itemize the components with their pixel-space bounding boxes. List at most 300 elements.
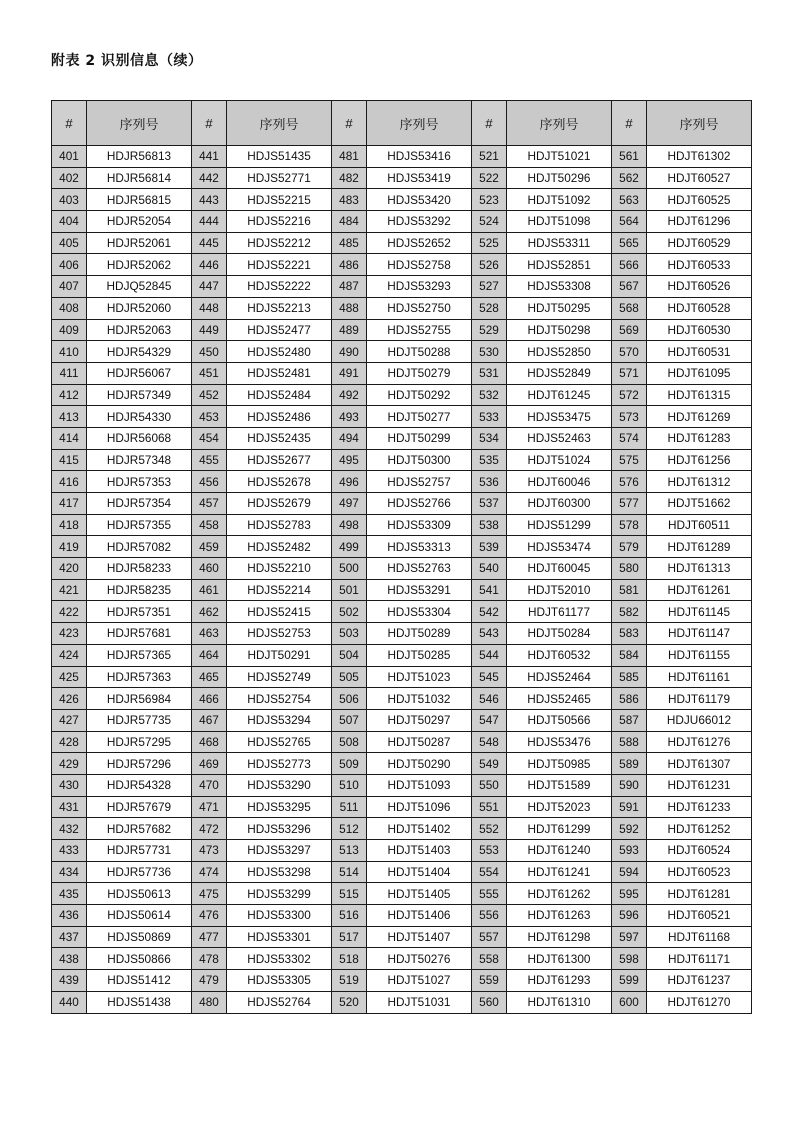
row-number-cell: 423 — [52, 623, 87, 645]
serial-number-cell: HDJT50566 — [507, 709, 612, 731]
row-number-cell: 484 — [332, 211, 367, 233]
serial-number-cell: HDJS52758 — [367, 254, 472, 276]
serial-number-cell: HDJR54330 — [87, 406, 192, 428]
row-number-cell: 474 — [192, 861, 227, 883]
row-number-cell: 467 — [192, 709, 227, 731]
row-number-cell: 472 — [192, 818, 227, 840]
row-number-cell: 426 — [52, 688, 87, 710]
serial-number-cell: HDJS52486 — [227, 406, 332, 428]
row-number-cell: 498 — [332, 514, 367, 536]
row-number-cell: 465 — [192, 666, 227, 688]
row-number-cell: 402 — [52, 167, 87, 189]
serial-number-cell: HDJT50285 — [367, 644, 472, 666]
serial-number-cell: HDJT61312 — [647, 471, 752, 493]
row-number-cell: 413 — [52, 406, 87, 428]
serial-number-cell: HDJT61313 — [647, 558, 752, 580]
row-number-cell: 456 — [192, 471, 227, 493]
row-number-cell: 578 — [612, 514, 647, 536]
row-number-cell: 519 — [332, 970, 367, 992]
serial-number-cell: HDJT61315 — [647, 384, 752, 406]
row-number-cell: 599 — [612, 970, 647, 992]
serial-number-cell: HDJS53304 — [367, 601, 472, 623]
serial-number-cell: HDJS52480 — [227, 341, 332, 363]
row-number-cell: 501 — [332, 579, 367, 601]
serial-number-cell: HDJT50297 — [367, 709, 472, 731]
serial-number-cell: HDJT61233 — [647, 796, 752, 818]
row-number-cell: 476 — [192, 905, 227, 927]
serial-number-cell: HDJS52212 — [227, 232, 332, 254]
serial-number-cell: HDJR54328 — [87, 774, 192, 796]
serial-number-cell: HDJS52679 — [227, 493, 332, 515]
row-number-cell: 443 — [192, 189, 227, 211]
header-row — [52, 101, 752, 146]
serial-number-cell: HDJS52481 — [227, 362, 332, 384]
serial-number-cell: HDJT61261 — [647, 579, 752, 601]
table-row — [52, 146, 752, 168]
serial-number-cell: HDJT50296 — [507, 167, 612, 189]
row-number-cell: 496 — [332, 471, 367, 493]
table-row — [52, 189, 752, 211]
row-number-cell: 486 — [332, 254, 367, 276]
row-number-cell: 466 — [192, 688, 227, 710]
row-number-cell: 450 — [192, 341, 227, 363]
row-number-cell: 487 — [332, 276, 367, 298]
row-number-cell: 500 — [332, 558, 367, 580]
header-cell-serial: 序列号 — [647, 101, 752, 146]
serial-number-cell: HDJT61302 — [647, 146, 752, 168]
serial-number-cell: HDJS53416 — [367, 146, 472, 168]
serial-number-cell: HDJS53475 — [507, 406, 612, 428]
row-number-cell: 513 — [332, 840, 367, 862]
row-number-cell: 452 — [192, 384, 227, 406]
row-number-cell: 461 — [192, 579, 227, 601]
serial-number-cell: HDJT61177 — [507, 601, 612, 623]
serial-number-cell: HDJT50289 — [367, 623, 472, 645]
row-number-cell: 560 — [472, 991, 507, 1013]
serial-number-cell: HDJT60533 — [647, 254, 752, 276]
serial-number-cell: HDJS52215 — [227, 189, 332, 211]
row-number-cell: 447 — [192, 276, 227, 298]
serial-number-cell: HDJT61293 — [507, 970, 612, 992]
serial-number-cell: HDJR57354 — [87, 493, 192, 515]
header-cell-number: # — [192, 101, 227, 146]
row-number-cell: 556 — [472, 905, 507, 927]
row-number-cell: 475 — [192, 883, 227, 905]
serial-number-cell: HDJR57296 — [87, 753, 192, 775]
table-body — [52, 146, 752, 1014]
table-row — [52, 471, 752, 493]
row-number-cell: 448 — [192, 297, 227, 319]
table-row — [52, 232, 752, 254]
table-row — [52, 774, 752, 796]
serial-number-cell: HDJS53476 — [507, 731, 612, 753]
serial-number-cell: HDJS52464 — [507, 666, 612, 688]
table-row — [52, 861, 752, 883]
header-cell-number: # — [52, 101, 87, 146]
serial-number-cell: HDJT61237 — [647, 970, 752, 992]
serial-number-cell: HDJT60300 — [507, 493, 612, 515]
serial-number-cell: HDJR52063 — [87, 319, 192, 341]
row-number-cell: 494 — [332, 427, 367, 449]
row-number-cell: 582 — [612, 601, 647, 623]
table-row — [52, 536, 752, 558]
serial-number-cell: HDJS52214 — [227, 579, 332, 601]
serial-number-cell: HDJT60531 — [647, 341, 752, 363]
serial-number-cell: HDJT51024 — [507, 449, 612, 471]
row-number-cell: 409 — [52, 319, 87, 341]
serial-number-cell: HDJT60529 — [647, 232, 752, 254]
table-row — [52, 449, 752, 471]
serial-number-cell: HDJT60528 — [647, 297, 752, 319]
row-number-cell: 572 — [612, 384, 647, 406]
row-number-cell: 469 — [192, 753, 227, 775]
row-number-cell: 505 — [332, 666, 367, 688]
row-number-cell: 449 — [192, 319, 227, 341]
row-number-cell: 574 — [612, 427, 647, 449]
row-number-cell: 419 — [52, 536, 87, 558]
serial-number-cell: HDJT60530 — [647, 319, 752, 341]
table-row — [52, 406, 752, 428]
serial-number-cell: HDJT61161 — [647, 666, 752, 688]
serial-number-cell: HDJT50284 — [507, 623, 612, 645]
row-number-cell: 502 — [332, 601, 367, 623]
table-row — [52, 753, 752, 775]
serial-number-cell: HDJT60045 — [507, 558, 612, 580]
serial-number-cell: HDJS52783 — [227, 514, 332, 536]
row-number-cell: 509 — [332, 753, 367, 775]
row-number-cell: 510 — [332, 774, 367, 796]
serial-number-cell: HDJQ52845 — [87, 276, 192, 298]
row-number-cell: 478 — [192, 948, 227, 970]
row-number-cell: 403 — [52, 189, 87, 211]
serial-number-cell: HDJS52771 — [227, 167, 332, 189]
row-number-cell: 577 — [612, 493, 647, 515]
serial-number-cell: HDJT51404 — [367, 861, 472, 883]
serial-number-cell: HDJT61310 — [507, 991, 612, 1013]
serial-number-cell: HDJR57736 — [87, 861, 192, 883]
row-number-cell: 528 — [472, 297, 507, 319]
row-number-cell: 521 — [472, 146, 507, 168]
serial-number-cell: HDJT50300 — [367, 449, 472, 471]
serial-number-cell: HDJT61231 — [647, 774, 752, 796]
serial-number-cell: HDJS53420 — [367, 189, 472, 211]
row-number-cell: 458 — [192, 514, 227, 536]
table-row — [52, 427, 752, 449]
row-number-cell: 446 — [192, 254, 227, 276]
serial-number-cell: HDJS52221 — [227, 254, 332, 276]
row-number-cell: 433 — [52, 840, 87, 862]
row-number-cell: 566 — [612, 254, 647, 276]
serial-number-cell: HDJT51403 — [367, 840, 472, 862]
serial-number-cell: HDJR57082 — [87, 536, 192, 558]
serial-number-cell: HDJT60524 — [647, 840, 752, 862]
table-row — [52, 948, 752, 970]
row-number-cell: 600 — [612, 991, 647, 1013]
row-number-cell: 550 — [472, 774, 507, 796]
serial-number-cell: HDJS52753 — [227, 623, 332, 645]
serial-number-cell: HDJR57295 — [87, 731, 192, 753]
row-number-cell: 497 — [332, 493, 367, 515]
serial-number-cell: HDJT61298 — [507, 926, 612, 948]
serial-number-cell: HDJS52415 — [227, 601, 332, 623]
table-row — [52, 297, 752, 319]
row-number-cell: 531 — [472, 362, 507, 384]
serial-number-cell: HDJT51023 — [367, 666, 472, 688]
row-number-cell: 562 — [612, 167, 647, 189]
row-number-cell: 401 — [52, 146, 87, 168]
row-number-cell: 589 — [612, 753, 647, 775]
serial-number-cell: HDJT61262 — [507, 883, 612, 905]
serial-number-cell: HDJS52850 — [507, 341, 612, 363]
row-number-cell: 416 — [52, 471, 87, 493]
row-number-cell: 410 — [52, 341, 87, 363]
row-number-cell: 583 — [612, 623, 647, 645]
serial-number-cell: HDJT60046 — [507, 471, 612, 493]
serial-number-cell: HDJT60521 — [647, 905, 752, 927]
row-number-cell: 506 — [332, 688, 367, 710]
row-number-cell: 431 — [52, 796, 87, 818]
serial-number-cell: HDJT51093 — [367, 774, 472, 796]
serial-number-cell: HDJT51092 — [507, 189, 612, 211]
serial-number-cell: HDJT61281 — [647, 883, 752, 905]
row-number-cell: 524 — [472, 211, 507, 233]
serial-number-cell: HDJT61179 — [647, 688, 752, 710]
header-cell-serial: 序列号 — [507, 101, 612, 146]
row-number-cell: 429 — [52, 753, 87, 775]
serial-number-cell: HDJR57349 — [87, 384, 192, 406]
serial-number-cell: HDJT50290 — [367, 753, 472, 775]
serial-number-cell: HDJT60511 — [647, 514, 752, 536]
serial-number-cell: HDJR58235 — [87, 579, 192, 601]
serial-number-cell: HDJS50613 — [87, 883, 192, 905]
row-number-cell: 532 — [472, 384, 507, 406]
serial-number-cell: HDJT51021 — [507, 146, 612, 168]
row-number-cell: 529 — [472, 319, 507, 341]
serial-number-cell: HDJR52062 — [87, 254, 192, 276]
table-row — [52, 384, 752, 406]
serial-number-cell: HDJR56813 — [87, 146, 192, 168]
row-number-cell: 477 — [192, 926, 227, 948]
row-number-cell: 520 — [332, 991, 367, 1013]
row-number-cell: 576 — [612, 471, 647, 493]
serial-number-cell: HDJR56815 — [87, 189, 192, 211]
row-number-cell: 554 — [472, 861, 507, 883]
row-number-cell: 579 — [612, 536, 647, 558]
serial-number-cell: HDJT51405 — [367, 883, 472, 905]
serial-number-cell: HDJS52484 — [227, 384, 332, 406]
serial-number-cell: HDJR57353 — [87, 471, 192, 493]
row-number-cell: 488 — [332, 297, 367, 319]
row-number-cell: 543 — [472, 623, 507, 645]
header-cell-serial: 序列号 — [367, 101, 472, 146]
serial-number-cell: HDJT51031 — [367, 991, 472, 1013]
serial-number-cell: HDJT50279 — [367, 362, 472, 384]
header-cell-number: # — [612, 101, 647, 146]
row-number-cell: 544 — [472, 644, 507, 666]
serial-number-cell: HDJT51032 — [367, 688, 472, 710]
table-row — [52, 666, 752, 688]
row-number-cell: 569 — [612, 319, 647, 341]
row-number-cell: 518 — [332, 948, 367, 970]
row-number-cell: 435 — [52, 883, 87, 905]
row-number-cell: 515 — [332, 883, 367, 905]
serial-number-cell: HDJT51589 — [507, 774, 612, 796]
serial-number-cell: HDJT50276 — [367, 948, 472, 970]
row-number-cell: 593 — [612, 840, 647, 862]
serial-number-cell: HDJT61263 — [507, 905, 612, 927]
serial-number-cell: HDJS51299 — [507, 514, 612, 536]
row-number-cell: 418 — [52, 514, 87, 536]
serial-number-cell: HDJS52482 — [227, 536, 332, 558]
serial-number-cell: HDJS53309 — [367, 514, 472, 536]
serial-number-cell: HDJT61283 — [647, 427, 752, 449]
row-number-cell: 591 — [612, 796, 647, 818]
serial-number-cell: HDJR57731 — [87, 840, 192, 862]
row-number-cell: 557 — [472, 926, 507, 948]
serial-number-cell: HDJS52435 — [227, 427, 332, 449]
serial-number-cell: HDJS53295 — [227, 796, 332, 818]
serial-number-cell: HDJS53305 — [227, 970, 332, 992]
serial-number-cell: HDJS50866 — [87, 948, 192, 970]
row-number-cell: 427 — [52, 709, 87, 731]
serial-number-cell: HDJS52851 — [507, 254, 612, 276]
serial-number-cell: HDJT61270 — [647, 991, 752, 1013]
serial-number-cell: HDJU66012 — [647, 709, 752, 731]
serial-number-cell: HDJS53313 — [367, 536, 472, 558]
row-number-cell: 511 — [332, 796, 367, 818]
table-row — [52, 709, 752, 731]
serial-number-cell: HDJT61269 — [647, 406, 752, 428]
row-number-cell: 485 — [332, 232, 367, 254]
serial-number-cell: HDJR56984 — [87, 688, 192, 710]
serial-number-cell: HDJT50299 — [367, 427, 472, 449]
row-number-cell: 414 — [52, 427, 87, 449]
row-number-cell: 483 — [332, 189, 367, 211]
serial-number-cell: HDJS50614 — [87, 905, 192, 927]
serial-number-cell: HDJT51098 — [507, 211, 612, 233]
table-row — [52, 276, 752, 298]
serial-number-cell: HDJT61095 — [647, 362, 752, 384]
row-number-cell: 525 — [472, 232, 507, 254]
row-number-cell: 470 — [192, 774, 227, 796]
row-number-cell: 471 — [192, 796, 227, 818]
row-number-cell: 464 — [192, 644, 227, 666]
serial-number-cell: HDJR52054 — [87, 211, 192, 233]
row-number-cell: 481 — [332, 146, 367, 168]
row-number-cell: 597 — [612, 926, 647, 948]
row-number-cell: 454 — [192, 427, 227, 449]
serial-number-cell: HDJS52678 — [227, 471, 332, 493]
table-row — [52, 254, 752, 276]
row-number-cell: 536 — [472, 471, 507, 493]
row-number-cell: 438 — [52, 948, 87, 970]
row-number-cell: 430 — [52, 774, 87, 796]
table-row — [52, 731, 752, 753]
serial-number-cell: HDJR52060 — [87, 297, 192, 319]
serial-number-cell: HDJT51662 — [647, 493, 752, 515]
serial-number-cell: HDJT51027 — [367, 970, 472, 992]
row-number-cell: 580 — [612, 558, 647, 580]
row-number-cell: 417 — [52, 493, 87, 515]
serial-number-cell: HDJS51412 — [87, 970, 192, 992]
serial-number-cell: HDJT60523 — [647, 861, 752, 883]
row-number-cell: 587 — [612, 709, 647, 731]
serial-number-cell: HDJT60532 — [507, 644, 612, 666]
serial-number-cell: HDJS53302 — [227, 948, 332, 970]
row-number-cell: 440 — [52, 991, 87, 1013]
serial-number-cell: HDJR58233 — [87, 558, 192, 580]
row-number-cell: 442 — [192, 167, 227, 189]
serial-number-cell: HDJT61296 — [647, 211, 752, 233]
serial-number-cell: HDJT52023 — [507, 796, 612, 818]
table-row — [52, 558, 752, 580]
row-number-cell: 588 — [612, 731, 647, 753]
serial-number-cell: HDJS52754 — [227, 688, 332, 710]
row-number-cell: 424 — [52, 644, 87, 666]
row-number-cell: 468 — [192, 731, 227, 753]
row-number-cell: 482 — [332, 167, 367, 189]
table-row — [52, 644, 752, 666]
row-number-cell: 405 — [52, 232, 87, 254]
serial-number-cell: HDJR56814 — [87, 167, 192, 189]
serial-number-cell: HDJT50291 — [227, 644, 332, 666]
serial-number-cell: HDJR57348 — [87, 449, 192, 471]
serial-number-cell: HDJT61145 — [647, 601, 752, 623]
serial-number-cell: HDJT51406 — [367, 905, 472, 927]
serial-number-cell: HDJS51438 — [87, 991, 192, 1013]
serial-number-cell: HDJT61245 — [507, 384, 612, 406]
header-cell-number: # — [332, 101, 367, 146]
table-row — [52, 818, 752, 840]
row-number-cell: 547 — [472, 709, 507, 731]
row-number-cell: 553 — [472, 840, 507, 862]
table-row — [52, 840, 752, 862]
row-number-cell: 459 — [192, 536, 227, 558]
table-row — [52, 601, 752, 623]
row-number-cell: 527 — [472, 276, 507, 298]
row-number-cell: 412 — [52, 384, 87, 406]
row-number-cell: 434 — [52, 861, 87, 883]
serial-number-cell: HDJS53298 — [227, 861, 332, 883]
row-number-cell: 535 — [472, 449, 507, 471]
page-title: 附表 2 识别信息（续） — [51, 53, 203, 69]
row-number-cell: 439 — [52, 970, 87, 992]
table-row — [52, 362, 752, 384]
row-number-cell: 437 — [52, 926, 87, 948]
table-header — [52, 101, 752, 146]
header-cell-serial: 序列号 — [87, 101, 192, 146]
row-number-cell: 445 — [192, 232, 227, 254]
row-number-cell: 546 — [472, 688, 507, 710]
row-number-cell: 538 — [472, 514, 507, 536]
table-row — [52, 883, 752, 905]
row-number-cell: 537 — [472, 493, 507, 515]
serial-number-cell: HDJT61241 — [507, 861, 612, 883]
row-number-cell: 432 — [52, 818, 87, 840]
serial-number-cell: HDJT61289 — [647, 536, 752, 558]
serial-number-cell: HDJR56068 — [87, 427, 192, 449]
row-number-cell: 507 — [332, 709, 367, 731]
serial-number-cell: HDJS50869 — [87, 926, 192, 948]
serial-number-cell: HDJT61240 — [507, 840, 612, 862]
serial-number-cell: HDJS53299 — [227, 883, 332, 905]
serial-number-cell: HDJS52766 — [367, 493, 472, 515]
row-number-cell: 564 — [612, 211, 647, 233]
serial-number-cell: HDJT61256 — [647, 449, 752, 471]
serial-number-cell: HDJS53300 — [227, 905, 332, 927]
serial-number-cell: HDJR54329 — [87, 341, 192, 363]
table-row — [52, 688, 752, 710]
